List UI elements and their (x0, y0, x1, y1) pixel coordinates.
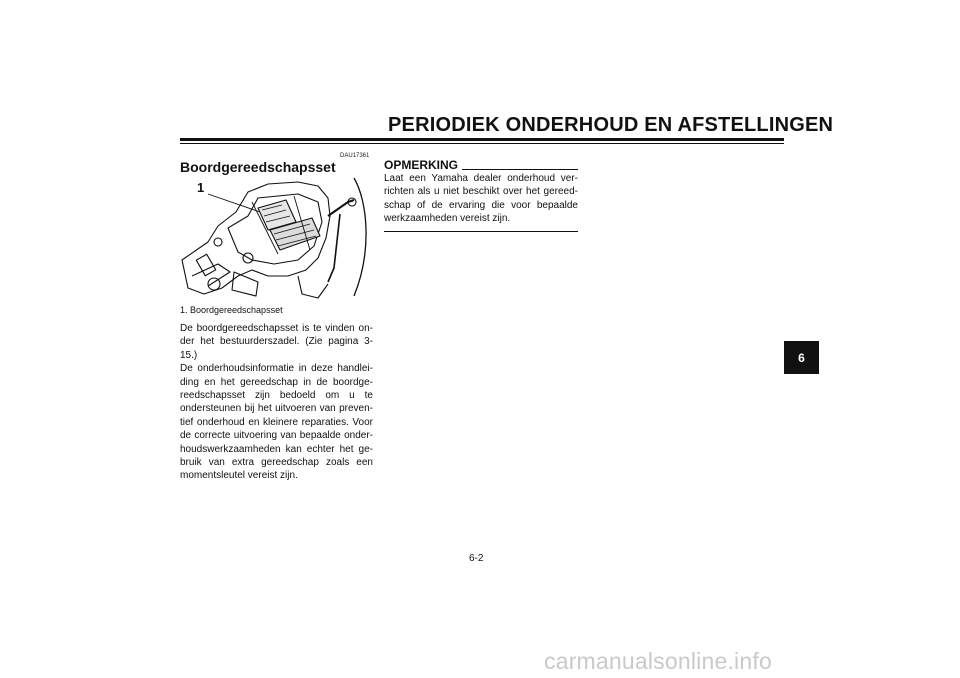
page-number: 6-2 (469, 553, 484, 564)
watermark: carmanualsonline.info (544, 648, 772, 674)
toolkit-illustration (178, 172, 374, 302)
body-paragraph: De onderhoudsinformatie in deze handlei-ding en het gereedschap in de boordge-reedschapsset zijn bedoeld om u te ondersteunen bij het uitvoeren van preven-tief onderhoud en kleinere reparaties. Voor de correcte uitvoering van bepaalde onder-houdswerkzaamheden kan echter het ge-bruik van extra gereedschap zoals een momentsleutel vereist zijn. (180, 363, 373, 482)
section-body (180, 322, 373, 483)
note-heading (384, 157, 578, 171)
note-text: Laat een Yamaha dealer onderhoud ver-richten als u niet beschikt over het gereed-schap of de ervaring die voor bepaalde werkzaamheden vereist zijn. (384, 173, 578, 225)
note-heading-rule (462, 169, 578, 170)
chapter-tab: 6 (784, 341, 819, 374)
figure-callout: 1 (197, 180, 205, 195)
note-heading-label: OPMERKING (384, 158, 459, 172)
section-code: DAU17361 (340, 153, 370, 159)
page-header-title: PERIODIEK ONDERHOUD EN AFSTELLINGEN (388, 114, 834, 136)
header-rule (180, 138, 784, 144)
note-end-rule (384, 231, 578, 232)
section-title: Boordgereedschapsset (180, 159, 336, 175)
figure-caption: 1. Boordgereedschapsset (180, 305, 283, 315)
body-paragraph: De boordgereedschapsset is te vinden on-der het bestuurderszadel. (Zie pagina 3-15.) (180, 323, 373, 361)
